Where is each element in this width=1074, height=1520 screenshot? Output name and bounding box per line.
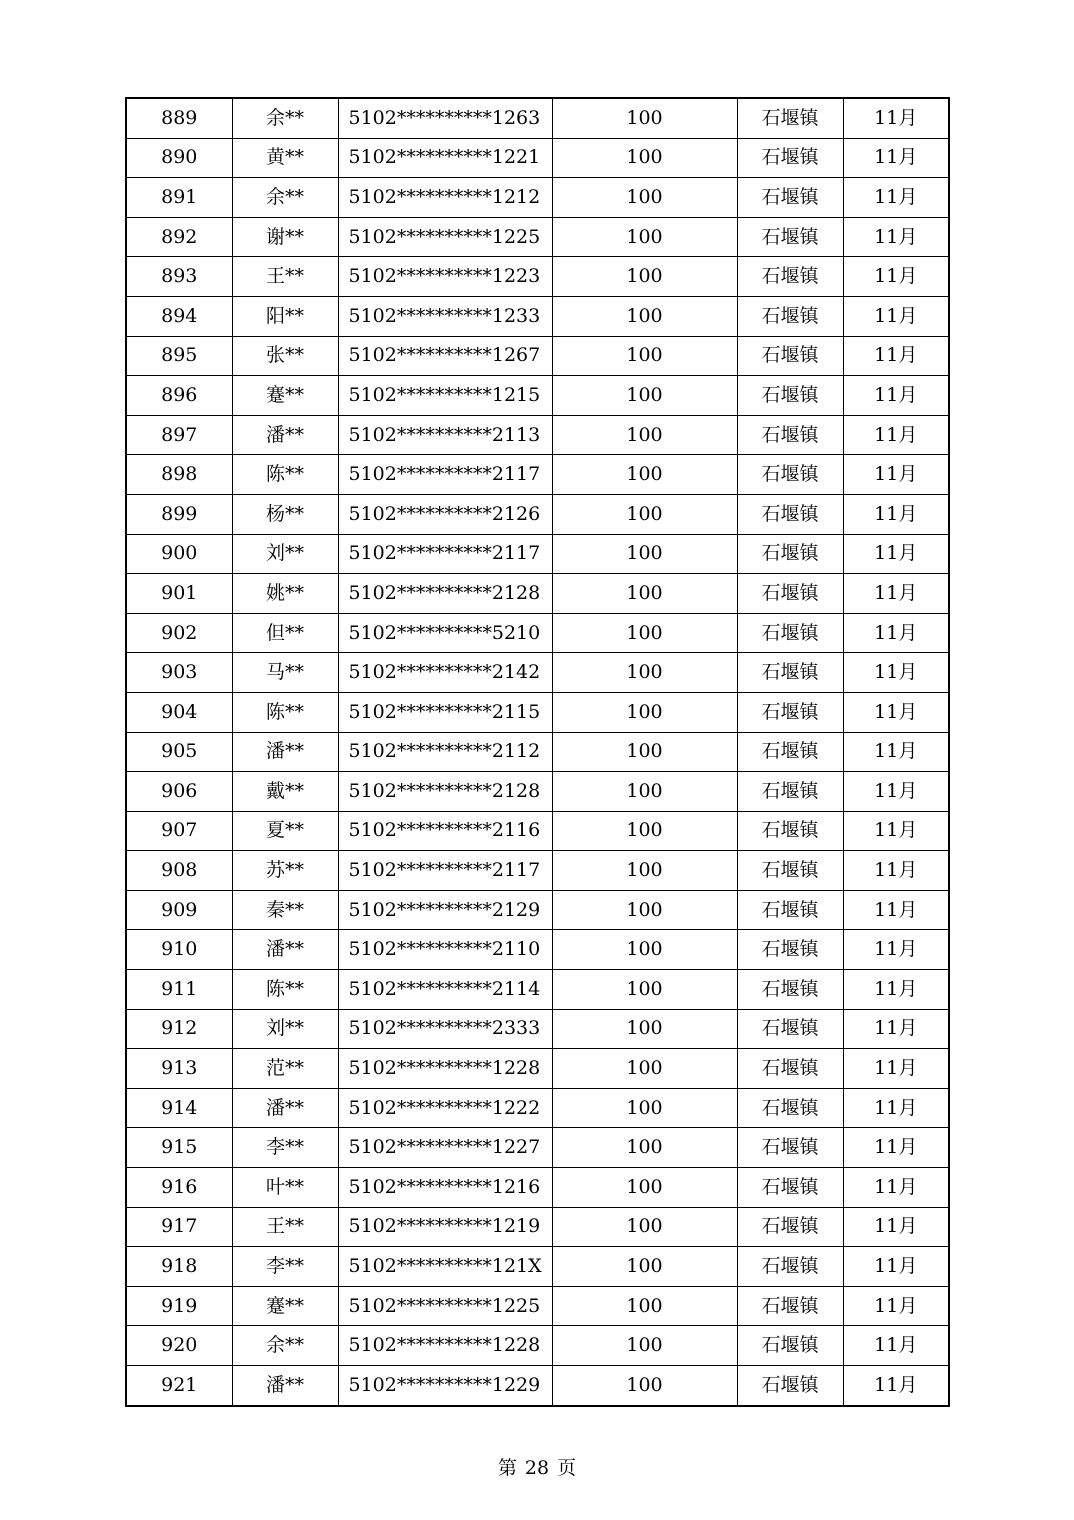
cell-amount: 100	[552, 1049, 737, 1089]
cell-month: 11月	[843, 336, 949, 376]
cell-seq: 895	[126, 336, 232, 376]
cell-month: 11月	[843, 217, 949, 257]
cell-name: 余**	[232, 1326, 338, 1366]
table-row	[126, 415, 949, 455]
cell-town: 石堰镇	[737, 494, 843, 534]
table-row	[126, 138, 949, 178]
cell-month: 11月	[843, 890, 949, 930]
table-row	[126, 1168, 949, 1208]
cell-id-number: 5102**********1219	[338, 1207, 552, 1247]
cell-amount: 100	[552, 970, 737, 1010]
cell-seq: 889	[126, 98, 232, 138]
cell-name: 余**	[232, 98, 338, 138]
footer-suffix: 页	[557, 1457, 577, 1479]
cell-name: 潘**	[232, 732, 338, 772]
cell-town: 石堰镇	[737, 138, 843, 178]
cell-amount: 100	[552, 1128, 737, 1168]
cell-name: 陈**	[232, 692, 338, 732]
table-row	[126, 1088, 949, 1128]
table-row	[126, 890, 949, 930]
table-row	[126, 455, 949, 495]
cell-seq: 903	[126, 653, 232, 693]
cell-name: 阳**	[232, 296, 338, 336]
cell-amount: 100	[552, 653, 737, 693]
cell-amount: 100	[552, 1286, 737, 1326]
cell-seq: 916	[126, 1168, 232, 1208]
cell-month: 11月	[843, 851, 949, 891]
cell-month: 11月	[843, 732, 949, 772]
table-row	[126, 336, 949, 376]
table-row	[126, 1049, 949, 1089]
cell-id-number: 5102**********2116	[338, 811, 552, 851]
cell-id-number: 5102**********2113	[338, 415, 552, 455]
cell-amount: 100	[552, 1366, 737, 1406]
cell-amount: 100	[552, 890, 737, 930]
cell-town: 石堰镇	[737, 98, 843, 138]
cell-seq: 900	[126, 534, 232, 574]
cell-month: 11月	[843, 415, 949, 455]
table-row	[126, 653, 949, 693]
table-row	[126, 1247, 949, 1287]
cell-seq: 890	[126, 138, 232, 178]
cell-town: 石堰镇	[737, 574, 843, 614]
cell-name: 姚**	[232, 574, 338, 614]
table-row	[126, 1128, 949, 1168]
cell-town: 石堰镇	[737, 811, 843, 851]
cell-town: 石堰镇	[737, 732, 843, 772]
cell-id-number: 5102**********2114	[338, 970, 552, 1010]
cell-id-number: 5102**********121X	[338, 1247, 552, 1287]
cell-id-number: 5102**********2117	[338, 455, 552, 495]
cell-name: 李**	[232, 1128, 338, 1168]
table-row	[126, 1366, 949, 1406]
cell-month: 11月	[843, 970, 949, 1010]
cell-name: 张**	[232, 336, 338, 376]
table-row	[126, 851, 949, 891]
cell-id-number: 5102**********1225	[338, 1286, 552, 1326]
cell-month: 11月	[843, 772, 949, 812]
cell-name: 范**	[232, 1049, 338, 1089]
cell-town: 石堰镇	[737, 1168, 843, 1208]
table-body	[126, 98, 949, 1406]
cell-month: 11月	[843, 296, 949, 336]
cell-seq: 893	[126, 257, 232, 297]
cell-seq: 918	[126, 1247, 232, 1287]
cell-town: 石堰镇	[737, 930, 843, 970]
cell-amount: 100	[552, 692, 737, 732]
cell-seq: 917	[126, 1207, 232, 1247]
cell-seq: 899	[126, 494, 232, 534]
cell-id-number: 5102**********2129	[338, 890, 552, 930]
table-row	[126, 772, 949, 812]
cell-id-number: 5102**********2142	[338, 653, 552, 693]
cell-id-number: 5102**********1263	[338, 98, 552, 138]
cell-id-number: 5102**********2333	[338, 1009, 552, 1049]
table-row	[126, 98, 949, 138]
cell-month: 11月	[843, 613, 949, 653]
cell-name: 刘**	[232, 1009, 338, 1049]
cell-id-number: 5102**********1267	[338, 336, 552, 376]
cell-town: 石堰镇	[737, 1207, 843, 1247]
cell-amount: 100	[552, 534, 737, 574]
cell-month: 11月	[843, 811, 949, 851]
footer-prefix: 第	[497, 1457, 517, 1479]
cell-id-number: 5102**********1225	[338, 217, 552, 257]
table-row	[126, 574, 949, 614]
table-row	[126, 1326, 949, 1366]
cell-month: 11月	[843, 494, 949, 534]
cell-amount: 100	[552, 1207, 737, 1247]
cell-town: 石堰镇	[737, 692, 843, 732]
cell-town: 石堰镇	[737, 415, 843, 455]
cell-seq: 915	[126, 1128, 232, 1168]
cell-seq: 910	[126, 930, 232, 970]
cell-id-number: 5102**********2115	[338, 692, 552, 732]
cell-amount: 100	[552, 257, 737, 297]
table-row	[126, 376, 949, 416]
cell-amount: 100	[552, 1009, 737, 1049]
table-row	[126, 1207, 949, 1247]
cell-name: 陈**	[232, 455, 338, 495]
cell-amount: 100	[552, 1247, 737, 1287]
cell-name: 杨**	[232, 494, 338, 534]
subsidy-table	[125, 97, 950, 1407]
cell-amount: 100	[552, 930, 737, 970]
cell-name: 叶**	[232, 1168, 338, 1208]
table-row	[126, 534, 949, 574]
cell-name: 夏**	[232, 811, 338, 851]
cell-seq: 901	[126, 574, 232, 614]
cell-amount: 100	[552, 772, 737, 812]
cell-name: 苏**	[232, 851, 338, 891]
cell-seq: 912	[126, 1009, 232, 1049]
cell-seq: 913	[126, 1049, 232, 1089]
table-row	[126, 1009, 949, 1049]
cell-id-number: 5102**********2117	[338, 851, 552, 891]
cell-seq: 908	[126, 851, 232, 891]
cell-amount: 100	[552, 1088, 737, 1128]
cell-name: 谢**	[232, 217, 338, 257]
cell-month: 11月	[843, 653, 949, 693]
cell-name: 王**	[232, 1207, 338, 1247]
cell-name: 潘**	[232, 1366, 338, 1406]
cell-month: 11月	[843, 1286, 949, 1326]
cell-month: 11月	[843, 692, 949, 732]
cell-month: 11月	[843, 98, 949, 138]
cell-amount: 100	[552, 574, 737, 614]
cell-name: 秦**	[232, 890, 338, 930]
cell-town: 石堰镇	[737, 1247, 843, 1287]
cell-name: 戴**	[232, 772, 338, 812]
cell-month: 11月	[843, 1366, 949, 1406]
cell-id-number: 5102**********1215	[338, 376, 552, 416]
cell-amount: 100	[552, 494, 737, 534]
table-row	[126, 296, 949, 336]
cell-name: 但**	[232, 613, 338, 653]
cell-name: 蹇**	[232, 376, 338, 416]
cell-town: 石堰镇	[737, 336, 843, 376]
cell-town: 石堰镇	[737, 970, 843, 1010]
cell-town: 石堰镇	[737, 1128, 843, 1168]
cell-id-number: 5102**********1233	[338, 296, 552, 336]
cell-month: 11月	[843, 1009, 949, 1049]
cell-seq: 921	[126, 1366, 232, 1406]
cell-town: 石堰镇	[737, 296, 843, 336]
cell-month: 11月	[843, 257, 949, 297]
cell-town: 石堰镇	[737, 257, 843, 297]
cell-town: 石堰镇	[737, 772, 843, 812]
cell-seq: 891	[126, 178, 232, 218]
cell-amount: 100	[552, 851, 737, 891]
cell-amount: 100	[552, 613, 737, 653]
cell-town: 石堰镇	[737, 613, 843, 653]
cell-amount: 100	[552, 732, 737, 772]
cell-town: 石堰镇	[737, 1049, 843, 1089]
cell-seq: 904	[126, 692, 232, 732]
cell-town: 石堰镇	[737, 376, 843, 416]
cell-seq: 906	[126, 772, 232, 812]
cell-name: 马**	[232, 653, 338, 693]
table-row	[126, 970, 949, 1010]
table-row	[126, 178, 949, 218]
cell-id-number: 5102**********2112	[338, 732, 552, 772]
cell-name: 潘**	[232, 930, 338, 970]
table-row	[126, 257, 949, 297]
cell-id-number: 5102**********1227	[338, 1128, 552, 1168]
cell-seq: 920	[126, 1326, 232, 1366]
cell-name: 陈**	[232, 970, 338, 1010]
cell-id-number: 5102**********1212	[338, 178, 552, 218]
cell-id-number: 5102**********1229	[338, 1366, 552, 1406]
cell-amount: 100	[552, 178, 737, 218]
cell-seq: 919	[126, 1286, 232, 1326]
cell-name: 余**	[232, 178, 338, 218]
cell-id-number: 5102**********1221	[338, 138, 552, 178]
cell-town: 石堰镇	[737, 890, 843, 930]
cell-town: 石堰镇	[737, 1366, 843, 1406]
cell-id-number: 5102**********2128	[338, 772, 552, 812]
cell-seq: 896	[126, 376, 232, 416]
cell-id-number: 5102**********2128	[338, 574, 552, 614]
cell-month: 11月	[843, 178, 949, 218]
cell-month: 11月	[843, 455, 949, 495]
table-row	[126, 613, 949, 653]
table-row	[126, 692, 949, 732]
cell-name: 李**	[232, 1247, 338, 1287]
cell-town: 石堰镇	[737, 217, 843, 257]
cell-seq: 894	[126, 296, 232, 336]
table-row	[126, 1286, 949, 1326]
cell-town: 石堰镇	[737, 1326, 843, 1366]
cell-seq: 905	[126, 732, 232, 772]
cell-month: 11月	[843, 1247, 949, 1287]
cell-month: 11月	[843, 574, 949, 614]
cell-town: 石堰镇	[737, 1088, 843, 1128]
cell-name: 刘**	[232, 534, 338, 574]
cell-month: 11月	[843, 930, 949, 970]
cell-amount: 100	[552, 336, 737, 376]
cell-amount: 100	[552, 217, 737, 257]
table-row	[126, 930, 949, 970]
cell-month: 11月	[843, 534, 949, 574]
cell-month: 11月	[843, 1088, 949, 1128]
cell-month: 11月	[843, 376, 949, 416]
cell-town: 石堰镇	[737, 534, 843, 574]
cell-name: 王**	[232, 257, 338, 297]
cell-seq: 898	[126, 455, 232, 495]
cell-id-number: 5102**********1228	[338, 1326, 552, 1366]
cell-town: 石堰镇	[737, 851, 843, 891]
cell-amount: 100	[552, 376, 737, 416]
page-number: 28	[524, 1457, 550, 1479]
cell-seq: 909	[126, 890, 232, 930]
cell-month: 11月	[843, 1207, 949, 1247]
cell-town: 石堰镇	[737, 455, 843, 495]
cell-id-number: 5102**********2110	[338, 930, 552, 970]
cell-amount: 100	[552, 98, 737, 138]
cell-amount: 100	[552, 1168, 737, 1208]
cell-month: 11月	[843, 138, 949, 178]
cell-seq: 902	[126, 613, 232, 653]
cell-seq: 907	[126, 811, 232, 851]
cell-town: 石堰镇	[737, 178, 843, 218]
table-row	[126, 494, 949, 534]
cell-amount: 100	[552, 138, 737, 178]
cell-seq: 897	[126, 415, 232, 455]
table-row	[126, 732, 949, 772]
table-row	[126, 811, 949, 851]
cell-id-number: 5102**********2117	[338, 534, 552, 574]
cell-name: 潘**	[232, 1088, 338, 1128]
cell-amount: 100	[552, 811, 737, 851]
cell-name: 潘**	[232, 415, 338, 455]
cell-month: 11月	[843, 1326, 949, 1366]
cell-amount: 100	[552, 296, 737, 336]
cell-town: 石堰镇	[737, 1009, 843, 1049]
cell-id-number: 5102**********1228	[338, 1049, 552, 1089]
cell-amount: 100	[552, 455, 737, 495]
cell-amount: 100	[552, 415, 737, 455]
cell-month: 11月	[843, 1128, 949, 1168]
cell-seq: 911	[126, 970, 232, 1010]
page-footer	[0, 1456, 1074, 1480]
cell-name: 黄**	[232, 138, 338, 178]
cell-town: 石堰镇	[737, 653, 843, 693]
cell-name: 蹇**	[232, 1286, 338, 1326]
cell-seq: 914	[126, 1088, 232, 1128]
cell-amount: 100	[552, 1326, 737, 1366]
cell-id-number: 5102**********1216	[338, 1168, 552, 1208]
cell-id-number: 5102**********2126	[338, 494, 552, 534]
cell-id-number: 5102**********5210	[338, 613, 552, 653]
cell-month: 11月	[843, 1049, 949, 1089]
table-row	[126, 217, 949, 257]
cell-seq: 892	[126, 217, 232, 257]
cell-month: 11月	[843, 1168, 949, 1208]
cell-id-number: 5102**********1223	[338, 257, 552, 297]
cell-town: 石堰镇	[737, 1286, 843, 1326]
cell-id-number: 5102**********1222	[338, 1088, 552, 1128]
